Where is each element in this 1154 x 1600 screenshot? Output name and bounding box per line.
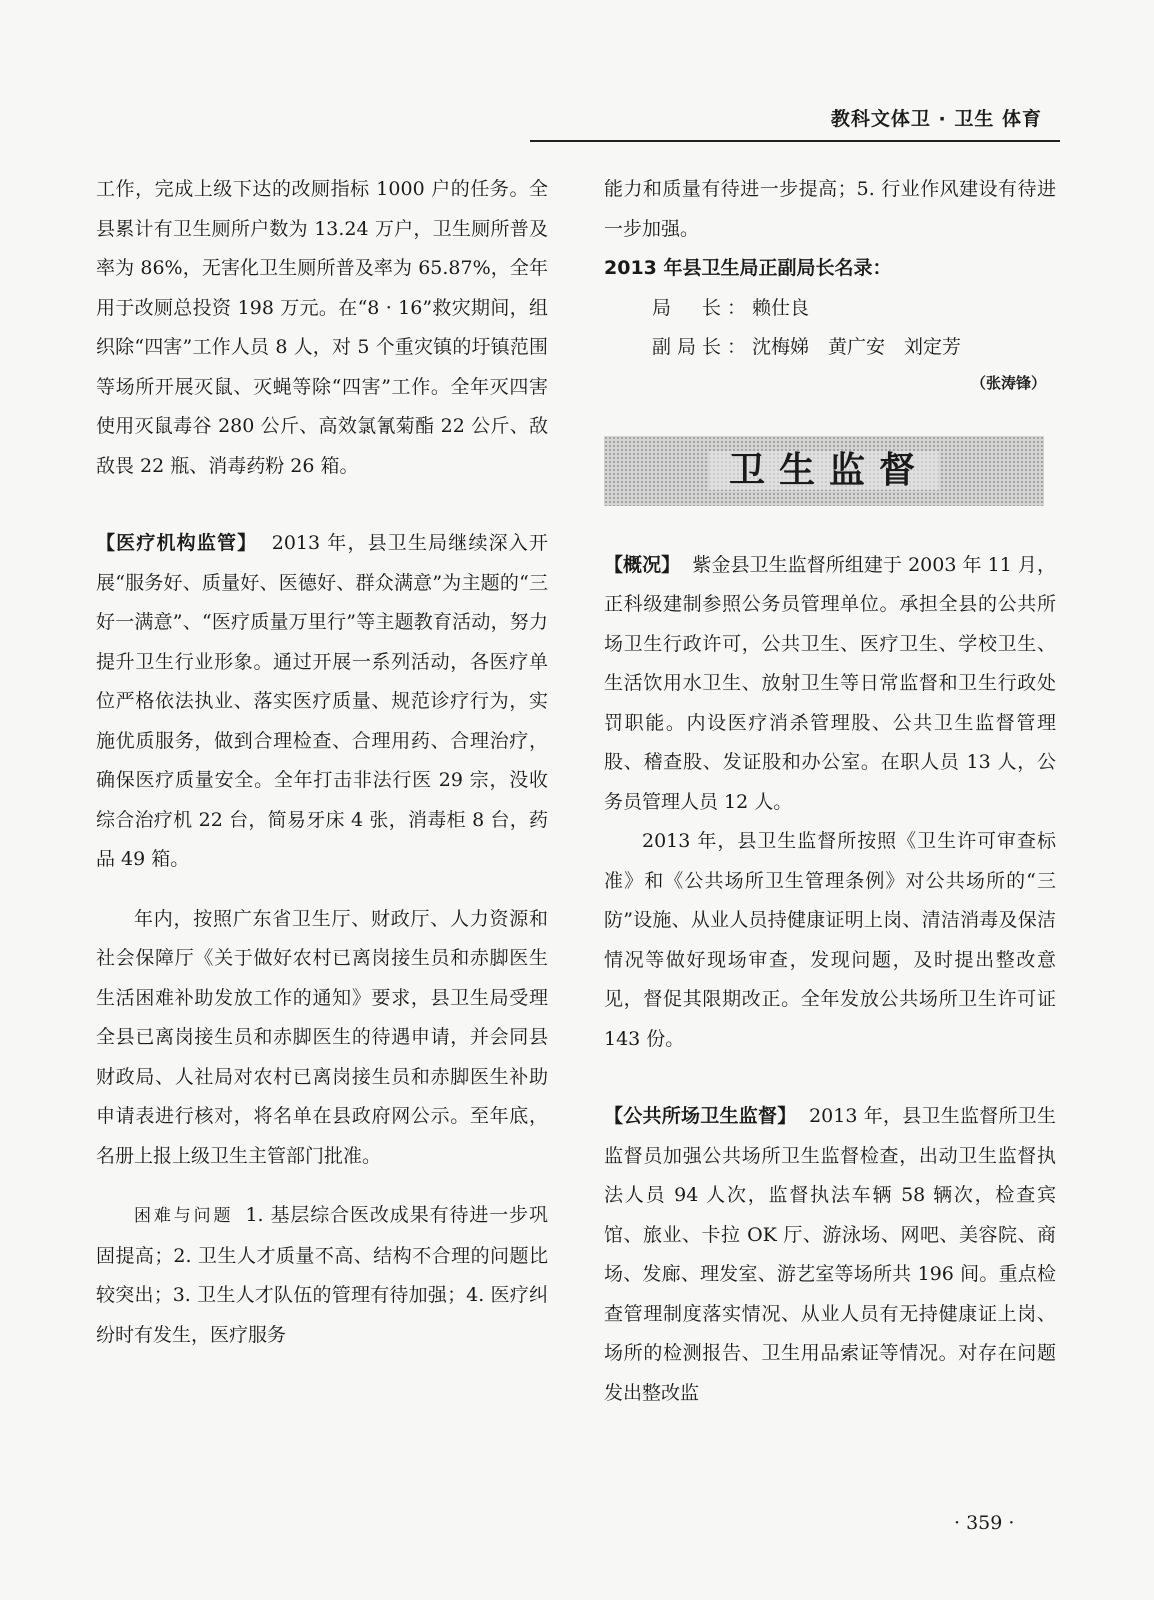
- roster-role: 局 长：: [652, 296, 753, 319]
- section-banner: [604, 436, 1044, 506]
- roster-row: [604, 289, 1056, 329]
- public-places-text: 2013 年，县卫生监督所卫生监督员加强公共场所卫生监督检查，出动卫生监督执法人员 94 人次，监督执法车辆 58 辆次，检查宾馆、旅业、卡拉 OK 厅、游泳场、网吧、美容院、商场、发廊、理发室、游艺室等场所共 196 间。重点检查管理制度落实情况、从业人员有无持健康证上岗、场所的检测报告、卫生用品索证等情况。对存在问题发出整改监: [604, 1105, 1056, 1404]
- overview-text: 紫金县卫生监督所组建于 2003 年 11 月，正科级建制参照公务员管理单位。承担全县的公共所场卫生行政许可，公共卫生、医疗卫生、学校卫生、生活饮用水卫生、放射卫生等日常监督和卫生行政处罚职能。内设医疗消杀管理股、公共卫生监督管理股、稽查股、发证股和办公室。在职人员 13 人，公务员管理人员 12 人。: [604, 553, 1056, 813]
- spacer: [604, 1059, 1056, 1097]
- spacer: [96, 1176, 548, 1196]
- section-title: 卫生监督: [709, 451, 939, 491]
- overview-heading: 【概况】: [604, 553, 681, 576]
- page-number: · 359 ·: [954, 1512, 1015, 1534]
- public-places-heading: 【公共所场卫生监督】: [604, 1105, 797, 1127]
- public-places-paragraph: [604, 1097, 1056, 1413]
- problems-paragraph: [96, 1196, 548, 1355]
- license-paragraph: 2013 年，县卫生监督所按照《卫生许可审查标准》和《公共场所卫生管理条例》对公共场所的“三防”设施、从业人员持健康证明上岗、清洁消毒及保洁情况等做好现场审查，发现问题，及时提出整改意见，督促其限期改正。全年发放公共场所卫生许可证 143 份。: [604, 830, 1056, 1050]
- overview-paragraph: [604, 546, 1056, 823]
- roster-row: [604, 328, 1056, 368]
- header-rule: [530, 140, 1060, 142]
- medical-supervision-heading: 【医疗机构监管】: [96, 532, 258, 554]
- spacer: [96, 880, 548, 900]
- right-column: [604, 170, 1056, 1413]
- roster-role: 副局长：: [652, 336, 753, 358]
- spacer: [96, 486, 548, 524]
- medical-supervision-paragraph: [96, 524, 548, 880]
- sanitation-paragraph: 工作，完成上级下达的改厕指标 1000 户的任务。全县累计有卫生厕所户数为 13.24 万户，卫生厕所普及率为 86%，无害化卫生厕所普及率为 65.87%，全年用于改厕总投资 198 万元。在“8 · 16”救灾期间，组织除“四害”工作人员 8 人，对 5 个重灾镇的圩镇范围等场所开展灭鼠、灭蝇等除“四害”工作。全年灭四害使用灭鼠毒谷 280 公斤、高效氯氰菊酯 22 公斤、敌敌畏 22 瓶、消毒药粉 26 箱。: [96, 178, 548, 477]
- header-title: 教科文体卫 · 卫生 体育: [830, 108, 1042, 130]
- roster-title: 2013 年县卫生局正副局长名录：: [604, 257, 892, 279]
- problems-label: 困难与问题: [134, 1206, 234, 1226]
- running-header: [530, 104, 1060, 144]
- subsidy-paragraph: 年内，按照广东省卫生厅、财政厅、人力资源和社会保障厅《关于做好农村已离岗接生员和赤脚医生生活困难补助发放工作的通知》要求，县卫生局受理全县已离岗接生员和赤脚医生的待遇申请，并会同县财政局、人社局对农村已离岗接生员和赤脚医生补助申请表进行核对，将名单在县政府网公示。至年底，名册上报上级卫生主管部门批准。: [96, 907, 548, 1167]
- roster-names: 赖仕良: [752, 296, 810, 319]
- author-credit: （张涛锋）: [970, 373, 1046, 392]
- problems-continued-paragraph: 能力和质量有待进一步提高；5. 行业作风建设有待进一步加强。: [604, 178, 1056, 240]
- problems-text: 1. 基层综合医改成果有待进一步巩固提高；2. 卫生人才质量不高、结构不合理的问题比较突出；3. 卫生人才队伍的管理有待加强；4. 医疗纠纷时有发生，医疗服务: [96, 1204, 549, 1346]
- medical-supervision-text: 2013 年，县卫生局继续深入开展“服务好、质量好、医德好、群众满意”为主题的“三好一满意”、“医疗质量万里行”等主题教育活动，努力提升卫生行业形象。通过开展一系列活动，各医疗单位严格依法执业、落实医疗质量、规范诊疗行为，实施优质服务，做到合理检查、合理用药、合理治疗，确保医疗质量安全。全年打击非法行医 29 宗，没收综合治疗机 22 台，简易牙床 4 张，消毒柜 8 台，药品 49 箱。: [96, 532, 548, 870]
- left-column: [96, 170, 548, 1355]
- roster-names: 沈梅娣 黄广安 刘定芳: [752, 336, 962, 358]
